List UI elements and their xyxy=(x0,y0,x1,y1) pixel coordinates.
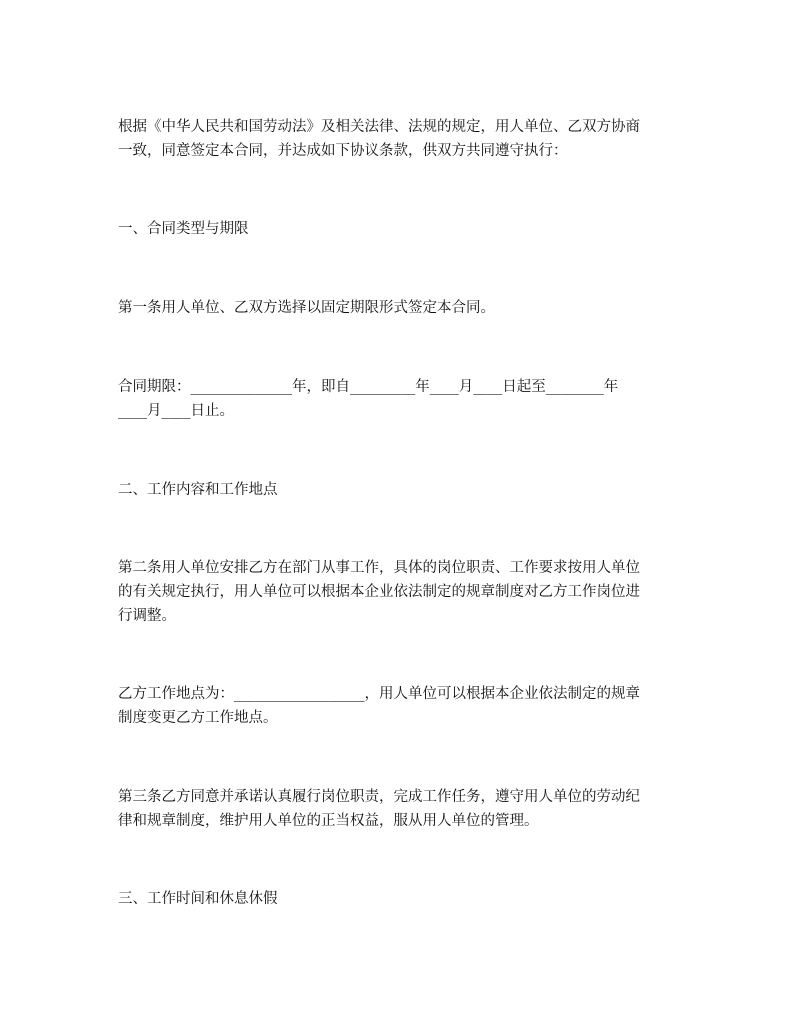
contract-term-line-1: 合同期限：______________年，即自_________年____月____日起至________年 xyxy=(118,379,619,395)
workplace-line-2: 制度变更乙方工作地点。 xyxy=(118,710,278,726)
intro-line-1: 根据《中华人民共和国劳动法》及相关法律、法规的规定，用人单位、乙双方协商 xyxy=(118,119,640,135)
section-2-heading xyxy=(118,478,680,502)
section-2-heading-text: 二、工作内容和工作地点 xyxy=(118,482,278,498)
workplace-line-1: 乙方工作地点为：__________________，用人单位可以根据本企业依法制定的规章 xyxy=(118,686,640,702)
article-3-paragraph xyxy=(118,785,680,833)
article-2-line-3: 行调整。 xyxy=(118,608,176,624)
section-3-heading xyxy=(118,887,680,911)
article-1-paragraph xyxy=(118,296,680,320)
contract-term-line-2: ____月____日止。 xyxy=(118,403,234,419)
section-3-heading-text: 三、工作时间和休息休假 xyxy=(118,891,278,907)
article-3-line-1: 第三条乙方同意并承诺认真履行岗位职责，完成工作任务，遵守用人单位的劳动纪 xyxy=(118,789,640,805)
workplace-paragraph xyxy=(118,682,680,730)
intro-line-2: 一致，同意签定本合同，并达成如下协议条款，供双方共同遵守执行： xyxy=(118,143,568,159)
contract-term-paragraph xyxy=(118,375,680,423)
section-1-heading xyxy=(118,217,680,241)
intro-paragraph xyxy=(118,115,680,163)
article-3-line-2: 律和规章制度，维护用人单位的正当权益，服从用人单位的管理。 xyxy=(118,813,539,829)
article-1-line-1: 第一条用人单位、乙双方选择以固定期限形式签定本合同。 xyxy=(118,300,495,316)
article-2-line-1: 第二条用人单位安排乙方在部门从事工作，具体的岗位职责、工作要求按用人单位 xyxy=(118,560,640,576)
section-1-heading-text: 一、合同类型与期限 xyxy=(118,221,249,237)
article-2-line-2: 的有关规定执行，用人单位可以根据本企业依法制定的规章制度对乙方工作岗位进 xyxy=(118,584,640,600)
article-2-paragraph xyxy=(118,556,680,628)
